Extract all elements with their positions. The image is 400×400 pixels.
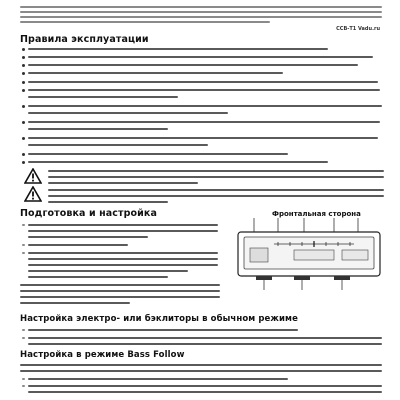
bass-mode-heading: Настройка в режиме Bass Follow	[20, 350, 185, 360]
warning-triangle-icon	[24, 168, 42, 184]
normal-mode-heading: Настройка электро- или бэклиторы в обычном режиме	[20, 314, 298, 324]
page-reference: ССВ-Т1 Vadu.ru	[336, 26, 380, 32]
rules-heading: Правила эксплуатации	[20, 34, 149, 45]
front-panel-title: Фронтальная сторона	[272, 210, 361, 218]
warning-triangle-icon	[24, 186, 42, 202]
setup-heading: Подготовка и настройка	[20, 208, 157, 219]
